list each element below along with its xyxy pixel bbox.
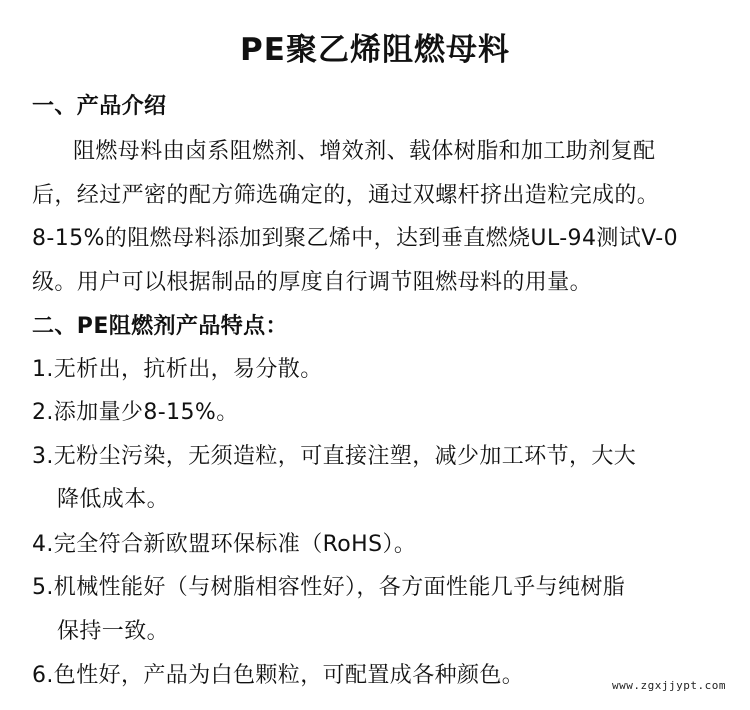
feature-item-continuation: 降低成本。 (57, 487, 170, 512)
intro-paragraph-line: 阻燃母料由卤系阻燃剂、增效剂、载体树脂和加工助剂复配 (73, 139, 656, 164)
feature-item: 5.机械性能好（与树脂相容性好），各方面性能几乎与纯树脂 (32, 575, 626, 600)
feature-item: 2.添加量少8-15%。 (32, 400, 239, 425)
intro-paragraph-line: 8-15%的阻燃母料添加到聚乙烯中，达到垂直燃烧UL-94测试V-0 (32, 226, 679, 251)
intro-paragraph-line: 后，经过严密的配方筛选确定的，通过双螺杆挤出造粒完成的。 (32, 183, 660, 208)
intro-paragraph-line: 级。用户可以根据制品的厚度自行调节阻燃母料的用量。 (32, 270, 593, 295)
page-title: PE聚乙烯阻燃母料 (240, 32, 510, 68)
feature-item: 4.完全符合新欧盟环保标准（RoHS）。 (32, 532, 417, 557)
feature-item: 6.色性好，产品为白色颗粒，可配置成各种颜色。 (32, 663, 525, 688)
section-heading-intro: 一、产品介绍 (32, 94, 167, 119)
watermark-text: www.zgxjjypt.com (612, 679, 726, 692)
feature-item: 1.无析出，抗析出，易分散。 (32, 357, 323, 382)
feature-item-continuation: 保持一致。 (57, 619, 170, 644)
feature-item: 3.无粉尘污染，无须造粒，可直接注塑，减少加工环节，大大 (32, 444, 637, 469)
section-heading-features: 二、PE阻燃剂产品特点： (32, 314, 288, 339)
